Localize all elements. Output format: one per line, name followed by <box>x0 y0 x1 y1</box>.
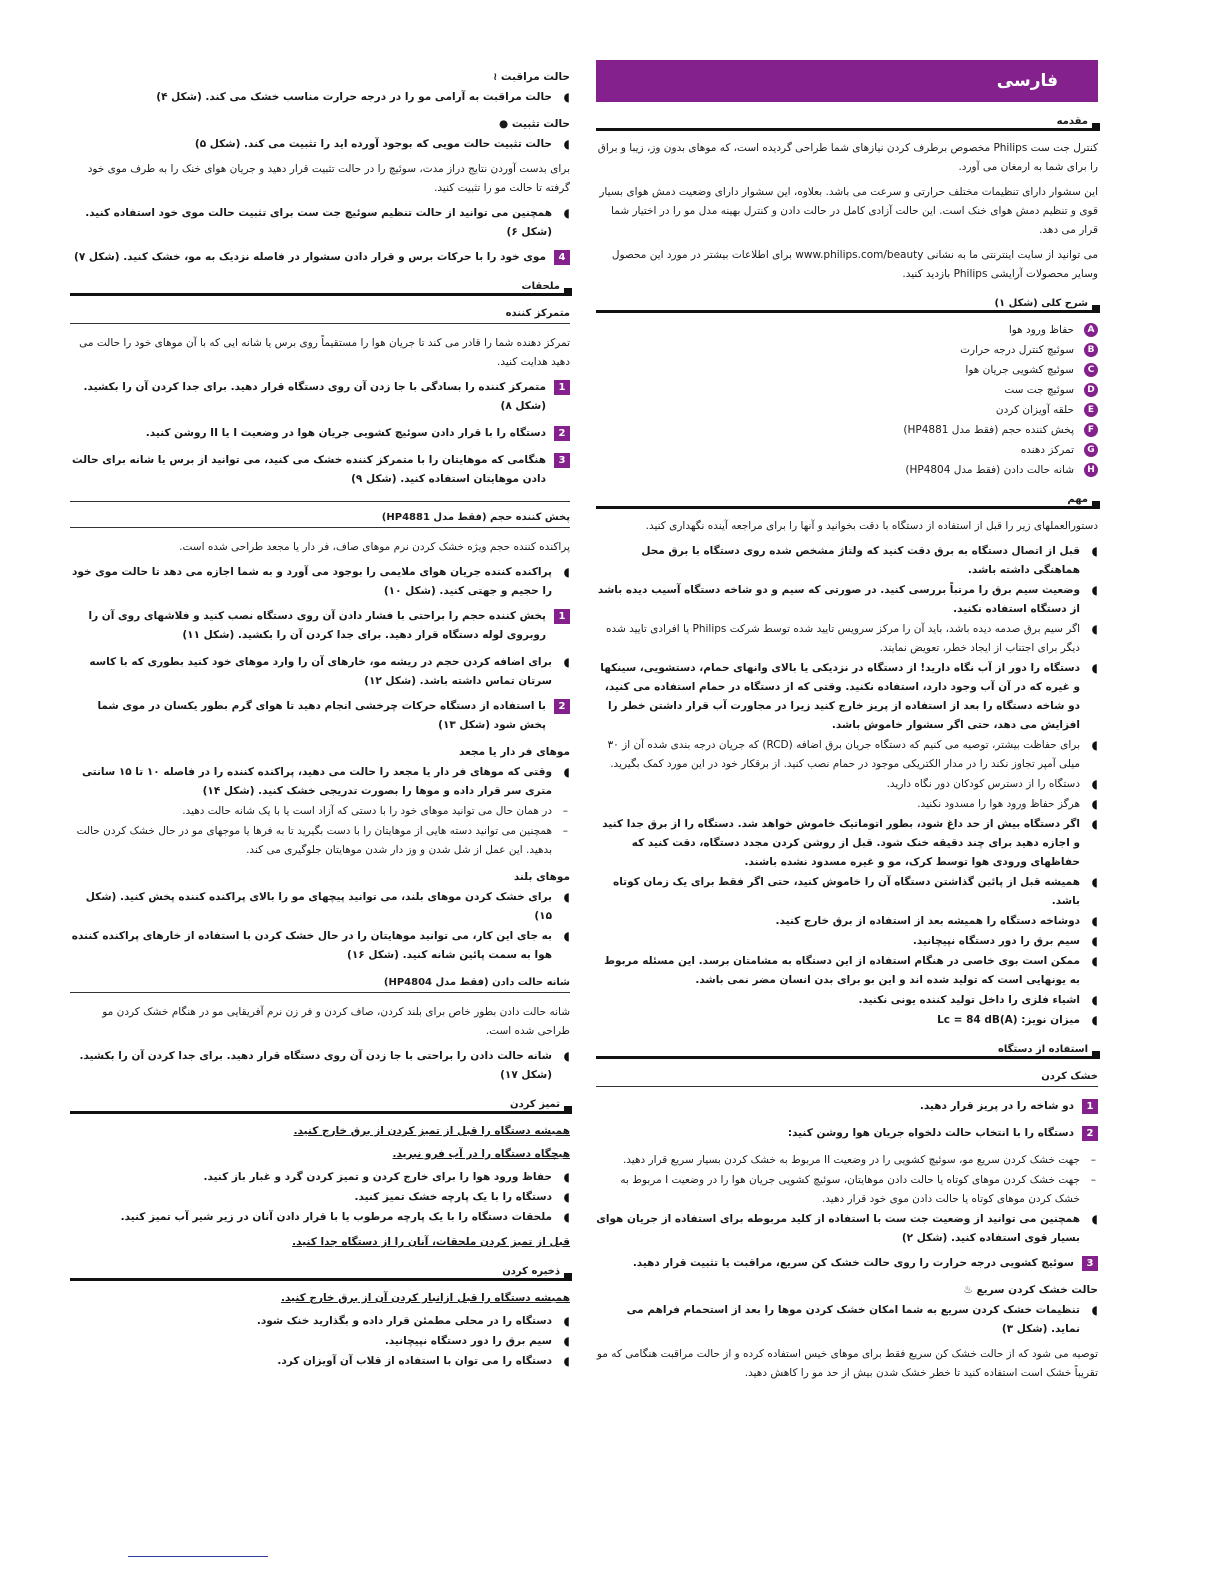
part-item: E حلقه آویزان کردن <box>596 401 1098 420</box>
list-item: ◖ دستگاه را با یک پارچه خشک تمیز کنید. <box>70 1188 570 1207</box>
cleaning-list <box>70 1168 570 1227</box>
important-list <box>596 542 1098 1030</box>
part-item: C سوئیچ کشویی جریان هوا <box>596 361 1098 380</box>
list-item: ◖ دستگاه را از دسترس کودکان دور نگاه دارید. <box>596 775 1098 794</box>
intro-paragraph-2: این سشوار دارای تنظیمات مختلف حرارتی و سرعت می باشد. بعلاوه، این سشوار دارای وضعیت دمش هوای بسیار قوی و تنظیم دمش هوای خنک است. این حالت آزادی کامل در حالت دادن و کنترل بهینه مدل مو را در اختیار شما قرار می دهد. <box>599 186 1098 236</box>
list-item: ◖ همچنین می توانید از حالت تنظیم سوئیچ جت ست برای تثبیت حالت موی خود استفاده کنید. (شکل ۶) <box>70 204 570 242</box>
concentrator-step-2: 2 دستگاه را با قرار دادن سوئیچ کشویی جریان هوا در وضعیت I یا II روشن کنید. <box>70 424 570 443</box>
cleaning-warning-3: قبل از تمیز کردن ملحقات، آنان را از دستگاه جدا کنید. <box>292 1236 570 1248</box>
list-item: ◖ وضعیت سیم برق را مرتباً بررسی کنید. در صورتی که سیم و دو شاخه دستگاه آسیب دیده باشد از دستگاه استفاده نکنید. <box>596 581 1098 619</box>
diffuser-step-1: 1 پخش کننده حجم را براحتی با فشار دادن آن روی دستگاه نصب کنید و فلاشهای روی آن را روبروی لوله دستگاه قرار دهید. برای جدا کردن آن را بکشید. (شکل ۱۱) <box>70 607 570 645</box>
step-number: 2 <box>554 699 570 714</box>
cleaning-heading: تمیز کردن <box>70 1099 570 1114</box>
concentrator-heading: متمرکز کننده <box>70 308 570 324</box>
usage-step-3: 3 سوئیچ کشویی درجه حرارت را روی حالت خشک کن سریع، مراقبت یا تثبیت قرار دهید. <box>596 1254 1098 1273</box>
step-number: 2 <box>554 426 570 441</box>
part-item: B سوئیچ کنترل درجه حرارت <box>596 341 1098 360</box>
step-number: 1 <box>1082 1099 1098 1114</box>
language-banner: فارسی <box>596 60 1098 102</box>
footer-divider <box>128 1556 268 1557</box>
list-item: ◖ هرگز حفاظ ورود هوا را مسدود نکنید. <box>596 795 1098 814</box>
diffuser-list <box>70 563 570 601</box>
parts-list <box>596 321 1098 480</box>
set-mode-title: حالت تثبیت ● <box>499 118 570 130</box>
intro-paragraph-1: کنترل جت ست Philips مخصوص برطرف کردن نیازهای شما طراحی گردیده است، که موهای بدون وز، زیبا و براق را برای شما به ارمغان می آورد. <box>597 142 1098 173</box>
list-item: ◖ دوشاخه دستگاه را همیشه بعد از استفاده از برق خارج کنید. <box>596 912 1098 931</box>
comb-list <box>70 1047 570 1085</box>
part-item: F پخش کننده حجم (فقط مدل HP4881) <box>596 421 1098 440</box>
list-item: ◖ اگر دستگاه بیش از حد داغ شود، بطور اتوماتیک خاموش خواهد شد. دستگاه را از برق جدا کنید و اجازه دهید برای چند دقیقه خنک شود. قبل از روشن کردن مجدد دستگاه، دقت کنید که حفاظهای ورودی هوا توسط کرک، مو و غیره مسدود نشده باشند. <box>596 815 1098 872</box>
part-letter-d: D <box>1084 383 1098 397</box>
step-number: 4 <box>554 250 570 265</box>
overview-heading: شرح کلی (شکل ۱) <box>596 298 1098 313</box>
list-item: ◖ حالت مراقبت به آرامی مو را در درجه حرارت مناسب خشک می کند. (شکل ۴) <box>70 88 570 107</box>
list-item: ◖ قبل از اتصال دستگاه به برق دقت کنید که ولتاژ مشخص شده روی دستگاه با برق محل هماهنگی داشته باشد. <box>596 542 1098 580</box>
step-number: 3 <box>1082 1256 1098 1271</box>
usage-heading: استفاده از دستگاه <box>596 1044 1098 1059</box>
list-item: ◖ دستگاه را می توان با استفاده از قلاب آن آویزان کرد. <box>70 1352 570 1371</box>
list-item: ◖ وقتی که موهای فر دار یا مجعد را حالت می دهید، پراکنده کننده را در فاصله ۱۰ تا ۱۵ سانتی متری سر قرار داده و موها را بصورت تدریجی خشک کنید. (شکل ۱۴) <box>70 763 570 801</box>
usage-step-2: 2 دستگاه را با انتخاب حالت دلخواه جریان هوا روشن کنید: <box>596 1124 1098 1143</box>
part-letter-e: E <box>1084 403 1098 417</box>
comb-heading: شانه حالت دادن (فقط مدل HP4804) <box>70 977 570 993</box>
list-item: ◖ سیم برق را دور دستگاه نپیچانید. <box>596 932 1098 951</box>
list-item: ◖ به جای این کار، می توانید موهایتان را در حال خشک کردن با استفاده از خارهای پراکنده کننده هوا به سمت پائین شانه کنید. (شکل ۱۶) <box>70 927 570 965</box>
cleaning-warning-2: هیچگاه دستگاه را در آب فرو نبرید. <box>392 1148 570 1160</box>
list-item: – جهت خشک کردن موهای کوتاه یا حالت دادن موهایتان، سوئیچ کشویی جریان هوا را در وضعیت I مربوط به خشک کردن موهای کوتاه یا حالت دادن موی خود قرار دهید. <box>596 1171 1098 1209</box>
list-item: ◖ دستگاه را دور از آب نگاه دارید! از دستگاه در نزدیکی یا بالای وانهای حمام، دستشویی، سینکها و غیره که در آن آب وجود دارد، استفاده نکنید. وقتی که از دستگاه در حمام استفاده می کنید، دو شاخه دستگاه را بعد از استفاده از پریز خارج کنید زیرا در مجاورت آب قرار داشتن خطر را افزایش می دهد، حتی اگر سشوار خاموش باشد. <box>596 659 1098 735</box>
part-letter-f: F <box>1084 423 1098 437</box>
list-item: ◖ برای اضافه کردن حجم در ریشه مو، خارهای آن را وارد موهای خود کنید بطوری که با کاسه سرتان تماس داشته باشد. (شکل ۱۲) <box>70 653 570 691</box>
part-item: D سوئیچ جت ست <box>596 381 1098 400</box>
part-letter-b: B <box>1084 343 1098 357</box>
part-letter-g: G <box>1084 443 1098 457</box>
usage-step-4: 4 موی خود را با حرکات برس و قرار دادن سشوار در فاصله نزدیک به مو، خشک کنید. (شکل ۷) <box>70 248 570 267</box>
set-mode-list <box>70 135 570 154</box>
part-item: G تمرکز دهنده <box>596 441 1098 460</box>
intro-heading: مقدمه <box>596 116 1098 131</box>
important-intro: دستورالعملهای زیر را قبل از استفاده از دستگاه با دقت بخوانید و آنها را برای مراجعه آینده نگهداری کنید. <box>645 520 1098 532</box>
usage-step-2-options <box>596 1151 1098 1248</box>
storage-heading: ذخیره کردن <box>70 1266 570 1281</box>
list-item: ◖ برای خشک کردن موهای بلند، می توانید پیچهای مو را بالای پراکنده کننده پخش کنید. (شکل ۱۵) <box>70 888 570 926</box>
right-column <box>596 60 1098 1389</box>
part-item: A حفاظ ورود هوا <box>596 321 1098 340</box>
step-number: 1 <box>554 380 570 395</box>
comb-intro: شانه حالت دادن بطور خاص برای بلند کردن، صاف کردن و فر زن نرم آفریقایی مو در هنگام خشک کردن مو طراحی شده است. <box>102 1006 570 1037</box>
usage-step-1: 1 دو شاخه را در پریز قرار دهید. <box>596 1097 1098 1116</box>
list-item: ◖ پراکنده کننده جریان هوای ملایمی را بوجود می آورد و به شما اجازه می دهد تا حالت موی خود را حجیم و جهتی کنید. (شکل ۱۰) <box>70 563 570 601</box>
part-item: H شانه حالت دادن (فقط مدل HP4804) <box>596 461 1098 480</box>
part-letter-a: A <box>1084 323 1098 337</box>
fast-mode-note: توصیه می شود که از حالت خشک کن سریع فقط برای موهای خیس استفاده کرده و از حالت مراقبت هنگامی که مو تقریباً خشک است استفاده کنید تا خطر خشک شدن بیش از حد مو را کاهش دهید. <box>596 1348 1098 1379</box>
set-mode-list-2 <box>70 204 570 242</box>
set-mode-note: برای بدست آوردن نتایج دراز مدت، سوئیچ را در حالت تثبیت قرار دهید و جریان هوای خنک را به طرف موی خود گرفته تا حالت مو را تثبیت کنید. <box>87 163 570 194</box>
list-item: ◖ سیم برق را دور دستگاه نپیچانید. <box>70 1332 570 1351</box>
part-letter-h: H <box>1084 463 1098 477</box>
list-item: – در همان حال می توانید موهای خود را با دستی که آزاد است یا با یک شانه حالت دهید. <box>70 802 570 821</box>
concentrator-step-1: 1 متمرکز کننده را بسادگی با جا زدن آن روی دستگاه قرار دهید. برای جدا کردن آن را بکشید. (شکل ۸) <box>70 378 570 416</box>
list-item: – جهت خشک کردن سریع مو، سوئیچ کشویی را در وضعیت II مربوط به خشک کردن بسیار سریع قرار دهید. <box>596 1151 1098 1170</box>
diffuser-step-2: 2 با استفاده از دستگاه حرکات چرخشی انجام دهید تا هوای گرم بطور یکسان در موی شما پخش شود (شکل ۱۳) <box>70 697 570 735</box>
concentrator-intro: تمرکز دهنده شما را قادر می کند تا جریان هوا را مستقیماً روی برس یا شانه ایی که با آن موهای خود را حالت می دهید هدایت کنید. <box>79 337 570 368</box>
long-hair-title: موهای بلند <box>513 871 570 883</box>
important-heading: مهم <box>596 494 1098 509</box>
care-mode-list <box>70 88 570 107</box>
concentrator-step-3: 3 هنگامی که موهایتان را با متمرکز کننده خشک می کنید، می توانید از برس یا شانه برای حالت دادن موهایتان استفاده کنید. (شکل ۹) <box>70 451 570 489</box>
diffuser-list-2 <box>70 653 570 691</box>
fast-mode-list <box>596 1301 1098 1339</box>
diffuser-heading: پخش کننده حجم (فقط مدل HP4881) <box>70 501 570 528</box>
step-number: 3 <box>554 453 570 468</box>
list-item: ◖ حالت تثبیت حالت مویی که بوجود آورده اید را تثبیت می کند. (شکل ۵) <box>70 135 570 154</box>
list-item: ◖ حفاظ ورود هوا را برای خارج کردن و تمیز کردن گرد و غبار باز کنید. <box>70 1168 570 1187</box>
left-column <box>70 60 570 1377</box>
step-number: 2 <box>1082 1126 1098 1141</box>
storage-list <box>70 1312 570 1371</box>
list-item: ◖ همیشه قبل از پائین گذاشتن دستگاه آن را خاموش کنید، حتی اگر فقط برای یک زمان کوتاه باشد. <box>596 873 1098 911</box>
storage-warning: همیشه دستگاه را قبل ازانبار کردن آن از برق خارج کنید. <box>280 1292 570 1304</box>
diffuser-intro: پراکنده کننده حجم ویژه خشک کردن نرم موهای صاف، فر دار یا مجعد طراحی شده است. <box>179 541 570 553</box>
list-item: ◖ برای حفاظت بیشتر، توصیه می کنیم که دستگاه جریان برق اضافه (RCD) که جریان درجه بندی شده آن از ۳۰ میلی آمپر تجاوز نکند را در مدار الکتریکی موجود در حمام نصب کنید. از برقکار خود در این مورد کمک بگیرید. <box>596 736 1098 774</box>
curly-hair-list <box>70 763 570 860</box>
list-item: – همچنین می توانید دسته هایی از موهایتان را با دست بگیرید تا به فرها یا موجهای مو در حال خشک کردن حالت بدهید. این عمل از شل شدن و وز دار شدن موهایتان جلوگیری می کند. <box>70 822 570 860</box>
long-hair-list <box>70 888 570 965</box>
intro-paragraph-3: می توانید از سایت اینترنتی ما به نشانی www.philips.com/beauty برای اطلاعات بیشتر در مورد این محصول وسایر محصولات آرایشی Philips بازدید کنید. <box>611 249 1098 280</box>
list-item: ◖ اگر سیم برق صدمه دیده باشد، باید آن را مرکز سرویس تایید شده توسط شرکت Philips یا افرادی تایید شده دیگر برای اجتناب از ایجاد خطر، تعویض نمایند. <box>596 620 1098 658</box>
fast-mode-title: حالت خشک کردن سریع ♨ <box>963 1284 1098 1296</box>
list-item: ◖ میزان نویز: Lc = 84 dB(A) <box>596 1011 1098 1030</box>
list-item: ◖ اشیاء فلزی را داخل تولید کننده یونی نکنید. <box>596 991 1098 1010</box>
step-number: 1 <box>554 609 570 624</box>
part-letter-c: C <box>1084 363 1098 377</box>
curly-hair-title: موهای فر دار یا مجعد <box>459 746 570 758</box>
care-mode-title: حالت مراقبت ≀ <box>493 71 570 83</box>
list-item: ◖ ممکن است بوی خاصی در هنگام استفاده از این دستگاه به مشامتان برسد. این مسئله مربوط به یونهایی است که تولید شده اند و این بو برای بدن انسان مضر نمی باشد. <box>596 952 1098 990</box>
drying-heading: خشک کردن <box>596 1071 1098 1087</box>
accessories-heading: ملحقات <box>70 281 570 296</box>
list-item: ◖ همچنین می توانید از وضعیت جت ست با استفاده از کلید مربوطه برای استفاده از جریان هوای بسیار قوی استفاده کنید. (شکل ۲) <box>596 1210 1098 1248</box>
cleaning-warning-1: همیشه دستگاه را قبل از تمیز کردن از برق خارج کنید. <box>293 1125 570 1137</box>
list-item: ◖ دستگاه را در محلی مطمئن قرار داده و بگذارید خنک شود. <box>70 1312 570 1331</box>
list-item: ◖ شانه حالت دادن را براحتی با جا زدن آن روی دستگاه قرار دهید. برای جدا کردن آن را بکشید. (شکل ۱۷) <box>70 1047 570 1085</box>
list-item: ◖ ملحقات دستگاه را با یک پارچه مرطوب یا با قرار دادن آنان در زیر شیر آب تمیز کنید. <box>70 1208 570 1227</box>
list-item: ◖ تنظیمات خشک کردن سریع به شما امکان خشک کردن موها را بعد از استحمام فراهم می نماید. (شکل ۳) <box>596 1301 1098 1339</box>
